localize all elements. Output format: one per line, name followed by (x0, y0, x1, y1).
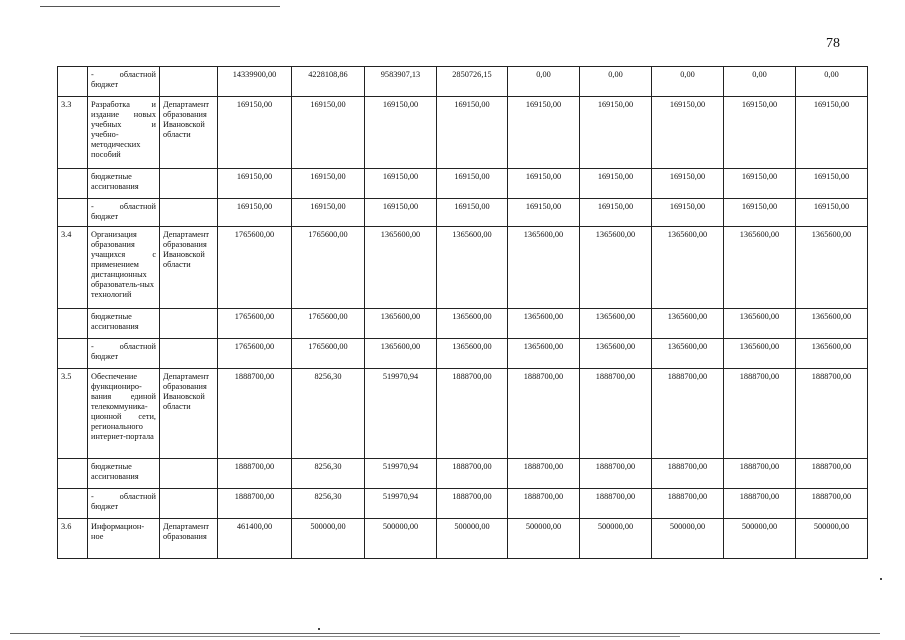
row-index: 3.3 (58, 97, 88, 169)
scan-speck (318, 628, 320, 630)
value-cell: 1365600,00 (580, 339, 652, 369)
value-cell: 169150,00 (365, 169, 437, 199)
table-row (58, 199, 868, 227)
value-cell: 1888700,00 (437, 489, 508, 519)
value-cell: 169150,00 (580, 169, 652, 199)
value-cell: 2850726,15 (437, 67, 508, 97)
scan-speck (880, 578, 882, 580)
value-cell: 1365600,00 (652, 227, 724, 309)
value-cell: 1365600,00 (508, 227, 580, 309)
value-cell: 1365600,00 (508, 339, 580, 369)
row-department (160, 459, 218, 489)
value-cell: 169150,00 (218, 199, 292, 227)
row-name: бюджетные ассигнования (88, 169, 160, 199)
row-index (58, 199, 88, 227)
value-cell: 169150,00 (292, 97, 365, 169)
row-name: - областной бюджет (88, 489, 160, 519)
value-cell: 1365600,00 (796, 309, 868, 339)
row-department (160, 309, 218, 339)
value-cell: 1888700,00 (652, 459, 724, 489)
value-cell: 169150,00 (652, 199, 724, 227)
value-cell: 169150,00 (218, 169, 292, 199)
value-cell: 1365600,00 (437, 309, 508, 339)
value-cell: 169150,00 (724, 199, 796, 227)
table-row (58, 169, 868, 199)
table-row (58, 519, 868, 559)
row-name: - областной бюджет (88, 67, 160, 97)
value-cell: 169150,00 (796, 169, 868, 199)
row-index (58, 489, 88, 519)
value-cell: 1365600,00 (724, 339, 796, 369)
value-cell: 1765600,00 (292, 309, 365, 339)
row-name: Информацион-ное (88, 519, 160, 559)
row-department (160, 199, 218, 227)
value-cell: 1365600,00 (796, 227, 868, 309)
value-cell: 1888700,00 (724, 459, 796, 489)
value-cell: 1888700,00 (724, 489, 796, 519)
value-cell: 169150,00 (508, 169, 580, 199)
value-cell: 169150,00 (437, 199, 508, 227)
value-cell: 1888700,00 (796, 489, 868, 519)
value-cell: 169150,00 (365, 199, 437, 227)
value-cell: 1365600,00 (365, 309, 437, 339)
table-body (58, 67, 868, 559)
value-cell: 0,00 (580, 67, 652, 97)
row-index: 3.5 (58, 369, 88, 459)
value-cell: 169150,00 (652, 169, 724, 199)
row-department (160, 489, 218, 519)
value-cell: 1888700,00 (508, 369, 580, 459)
row-name: бюджетные ассигнования (88, 459, 160, 489)
row-name: - областной бюджет (88, 199, 160, 227)
value-cell: 169150,00 (508, 199, 580, 227)
row-department: Департамент образования Ивановской области (160, 369, 218, 459)
value-cell: 0,00 (508, 67, 580, 97)
value-cell: 8256,30 (292, 459, 365, 489)
value-cell: 1365600,00 (437, 227, 508, 309)
value-cell: 500000,00 (437, 519, 508, 559)
value-cell: 1888700,00 (508, 489, 580, 519)
value-cell: 1888700,00 (437, 459, 508, 489)
value-cell: 9583907,13 (365, 67, 437, 97)
table-row (58, 369, 868, 459)
value-cell: 1765600,00 (292, 227, 365, 309)
value-cell: 1888700,00 (580, 369, 652, 459)
table-row (58, 309, 868, 339)
row-index (58, 67, 88, 97)
value-cell: 169150,00 (724, 169, 796, 199)
value-cell: 1888700,00 (218, 369, 292, 459)
budget-table (57, 66, 868, 559)
value-cell: 1888700,00 (796, 369, 868, 459)
value-cell: 519970,94 (365, 459, 437, 489)
value-cell: 169150,00 (437, 97, 508, 169)
row-name: бюджетные ассигнования (88, 309, 160, 339)
value-cell: 169150,00 (652, 97, 724, 169)
value-cell: 8256,30 (292, 489, 365, 519)
row-department (160, 339, 218, 369)
row-department: Департамент образования (160, 519, 218, 559)
value-cell: 1365600,00 (796, 339, 868, 369)
value-cell: 1365600,00 (580, 309, 652, 339)
value-cell: 1888700,00 (796, 459, 868, 489)
value-cell: 500000,00 (796, 519, 868, 559)
value-cell: 1765600,00 (292, 339, 365, 369)
value-cell: 169150,00 (580, 199, 652, 227)
row-name: - областной бюджет (88, 339, 160, 369)
value-cell: 169150,00 (365, 97, 437, 169)
value-cell: 461400,00 (218, 519, 292, 559)
value-cell: 1365600,00 (365, 339, 437, 369)
value-cell: 500000,00 (292, 519, 365, 559)
row-index (58, 459, 88, 489)
value-cell: 1365600,00 (652, 309, 724, 339)
value-cell: 169150,00 (437, 169, 508, 199)
scan-artifact-line (40, 6, 280, 7)
value-cell: 1888700,00 (218, 489, 292, 519)
value-cell: 1888700,00 (580, 489, 652, 519)
value-cell: 0,00 (724, 67, 796, 97)
value-cell: 169150,00 (508, 97, 580, 169)
table-row (58, 97, 868, 169)
value-cell: 169150,00 (796, 97, 868, 169)
value-cell: 1888700,00 (437, 369, 508, 459)
value-cell: 1765600,00 (218, 309, 292, 339)
value-cell: 519970,94 (365, 489, 437, 519)
row-department (160, 67, 218, 97)
value-cell: 500000,00 (724, 519, 796, 559)
value-cell: 1365600,00 (508, 309, 580, 339)
scan-artifact-line (10, 633, 880, 634)
value-cell: 169150,00 (796, 199, 868, 227)
value-cell: 169150,00 (580, 97, 652, 169)
value-cell: 500000,00 (652, 519, 724, 559)
value-cell: 0,00 (652, 67, 724, 97)
row-department: Департамент образования Ивановской области (160, 97, 218, 169)
row-name: Обеспечение функциониро-вания единой телекоммуника-ционной сети, регионального интернет-портала (88, 369, 160, 459)
value-cell: 4228108,86 (292, 67, 365, 97)
value-cell: 8256,30 (292, 369, 365, 459)
value-cell: 1765600,00 (218, 339, 292, 369)
value-cell: 14339900,00 (218, 67, 292, 97)
value-cell: 0,00 (796, 67, 868, 97)
value-cell: 1365600,00 (652, 339, 724, 369)
row-department: Департамент образования Ивановской области (160, 227, 218, 309)
value-cell: 1888700,00 (218, 459, 292, 489)
scan-artifact-line (80, 636, 680, 637)
row-name: Разработка и издание новых учебных и учебно-методических пособий (88, 97, 160, 169)
table-row (58, 227, 868, 309)
value-cell: 519970,94 (365, 369, 437, 459)
value-cell: 500000,00 (365, 519, 437, 559)
table-row (58, 489, 868, 519)
row-index (58, 309, 88, 339)
value-cell: 1888700,00 (652, 489, 724, 519)
table-row (58, 67, 868, 97)
value-cell: 1365600,00 (437, 339, 508, 369)
value-cell: 169150,00 (292, 199, 365, 227)
value-cell: 500000,00 (508, 519, 580, 559)
value-cell: 1365600,00 (724, 309, 796, 339)
table-row (58, 459, 868, 489)
row-name: Организация образования учащихся с применением дистанционных образователь-ных технологий (88, 227, 160, 309)
row-index (58, 339, 88, 369)
page-number: 78 (826, 36, 840, 51)
row-index: 3.4 (58, 227, 88, 309)
value-cell: 169150,00 (218, 97, 292, 169)
table-row (58, 339, 868, 369)
row-index (58, 169, 88, 199)
value-cell: 1765600,00 (218, 227, 292, 309)
value-cell: 1888700,00 (508, 459, 580, 489)
value-cell: 1365600,00 (365, 227, 437, 309)
value-cell: 1888700,00 (652, 369, 724, 459)
value-cell: 1365600,00 (580, 227, 652, 309)
value-cell: 500000,00 (580, 519, 652, 559)
row-department (160, 169, 218, 199)
value-cell: 169150,00 (724, 97, 796, 169)
value-cell: 1365600,00 (724, 227, 796, 309)
value-cell: 1888700,00 (724, 369, 796, 459)
value-cell: 169150,00 (292, 169, 365, 199)
value-cell: 1888700,00 (580, 459, 652, 489)
row-index: 3.6 (58, 519, 88, 559)
